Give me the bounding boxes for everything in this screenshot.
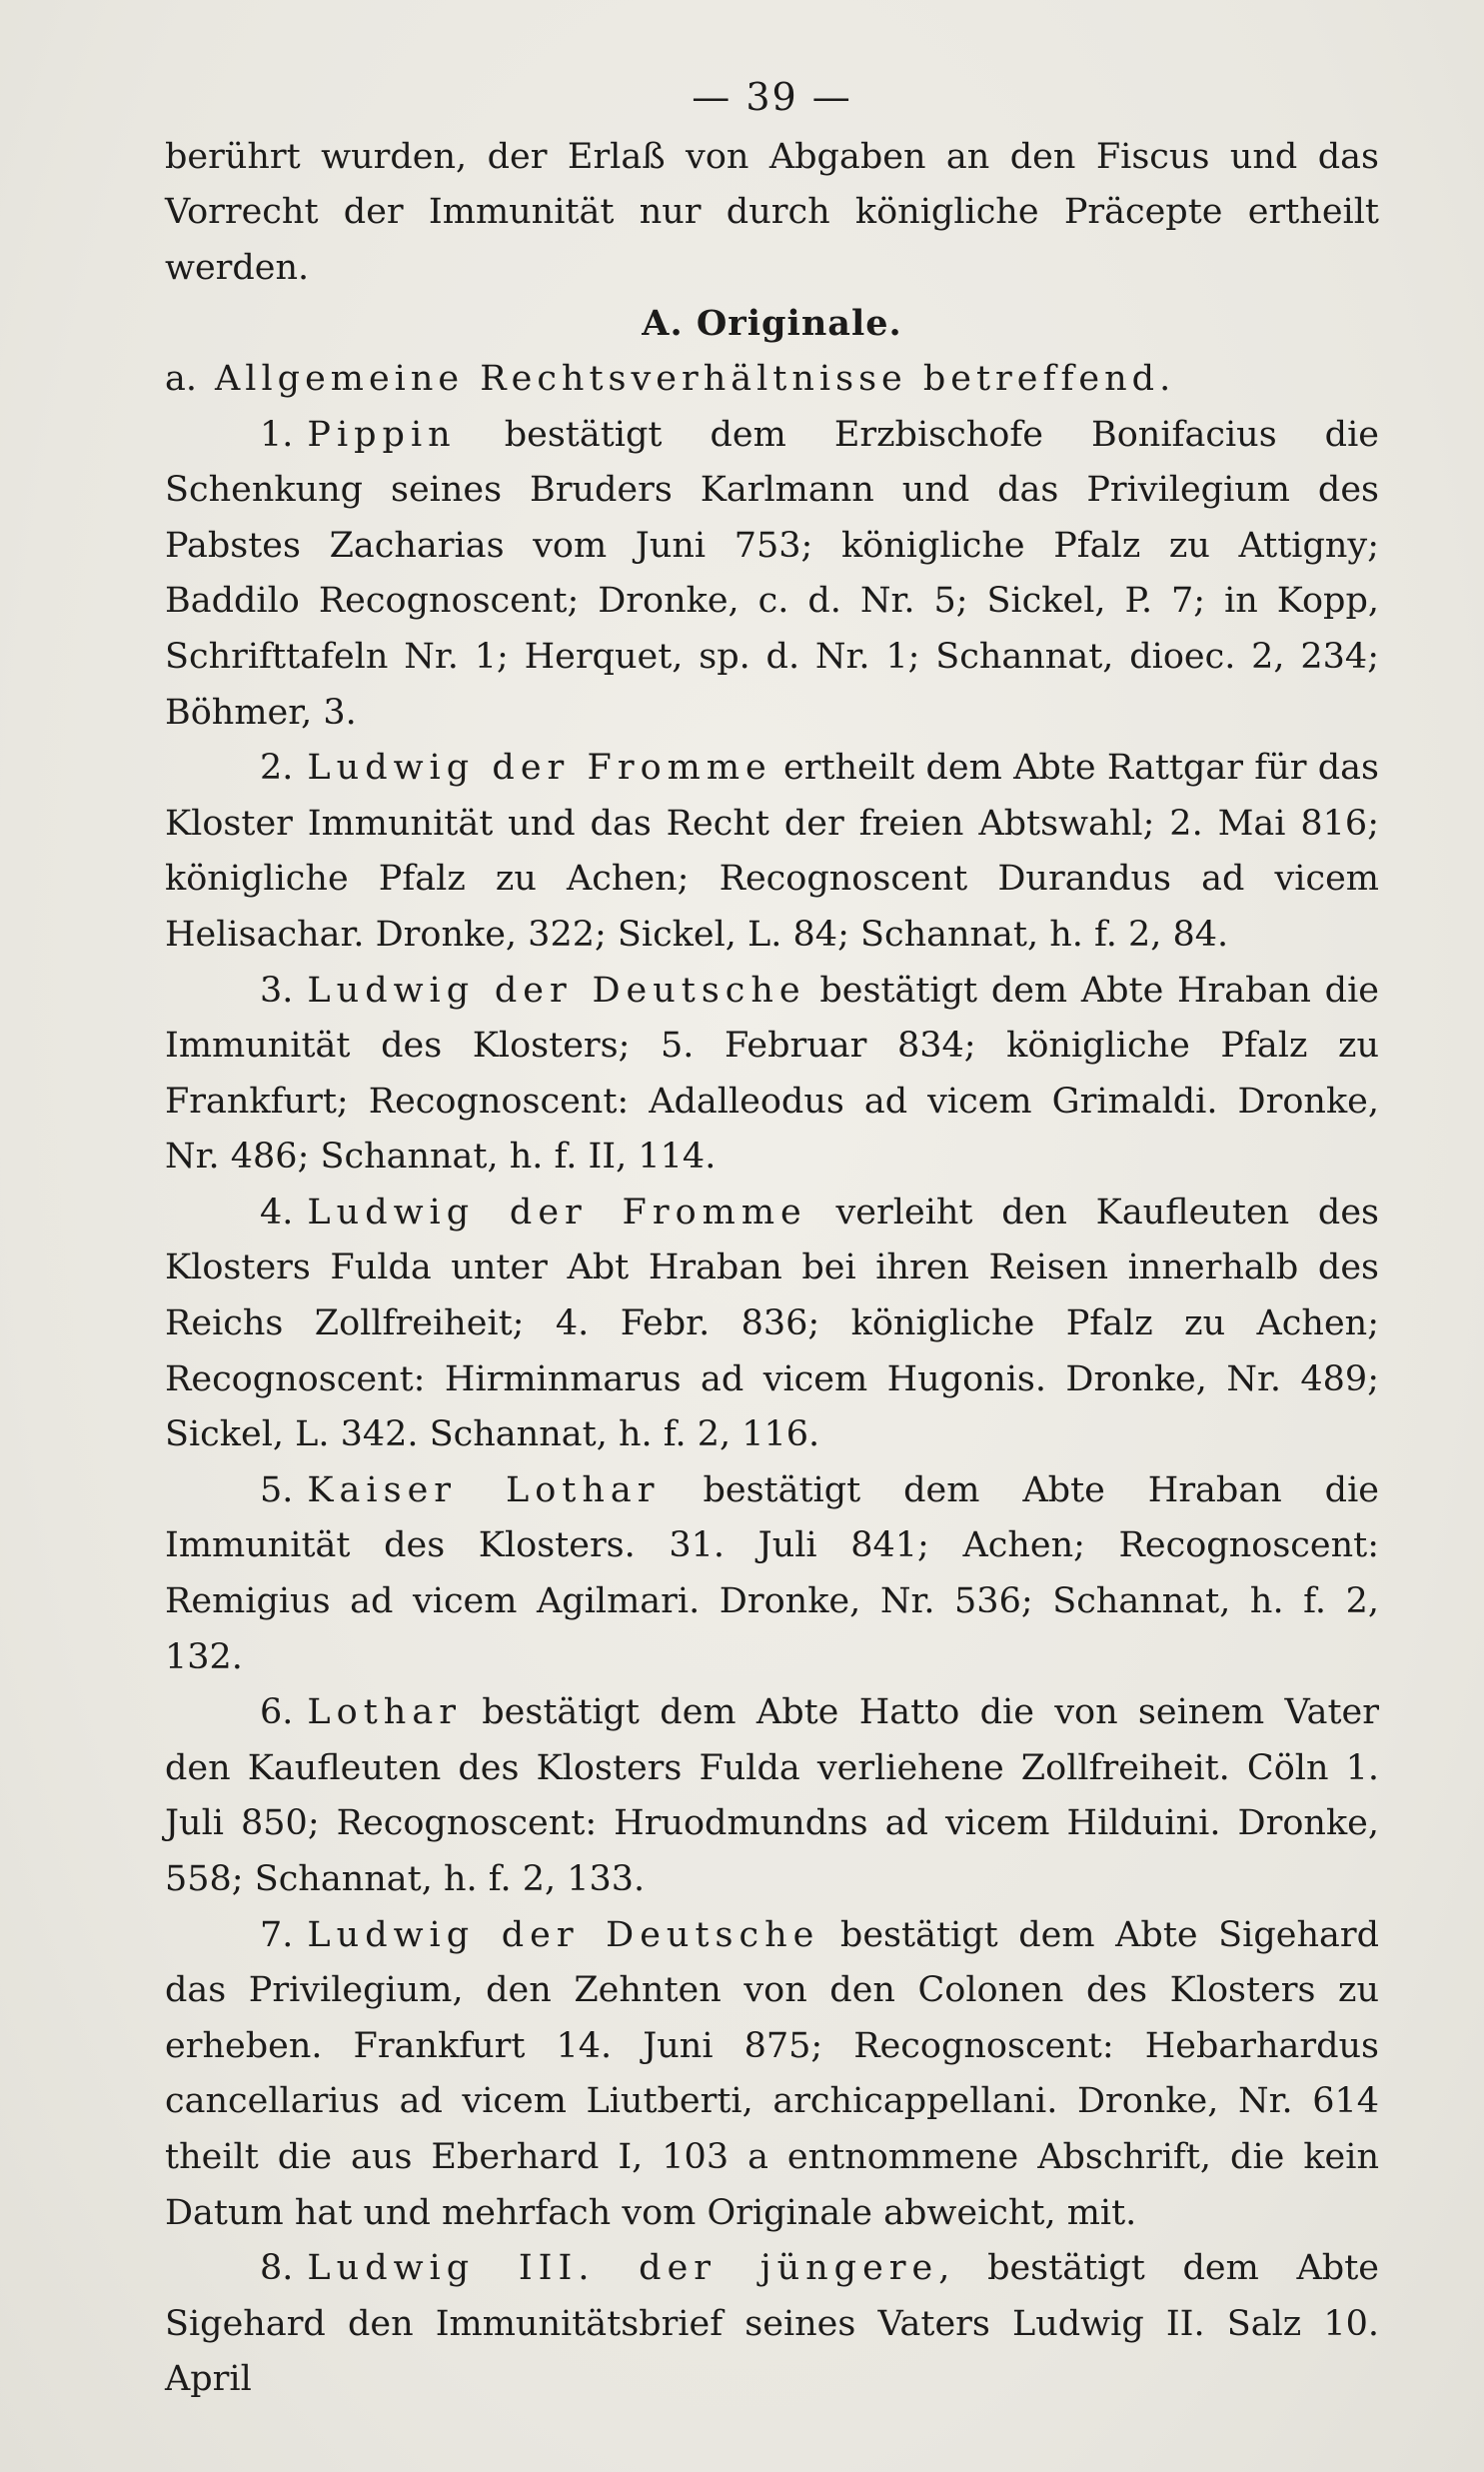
entry-text: verleiht den Kaufleuten des Klosters Fulda unter Abt Hraban bei ihren Reisen innerhalb des Reichs Zollfreiheit; 4. Febr. 836; königliche Pfalz zu Achen; Recognoscent: Hirminmarus ad vicem Hugonis. Dronke, Nr. 489; Sickel, L. 342. Schannat, h. f. 2, 116. (165, 1192, 1380, 1455)
entry-8 (165, 2241, 1379, 2408)
entry-5 (165, 1463, 1379, 1685)
subsection-title: Allgemeine Rechtsverhältnisse betreffend. (215, 358, 1176, 399)
entry-text: ertheilt dem Abte Rattgar für das Kloster Immunität und das Recht der freien Abtswahl; 2. Mai 816; königliche Pfalz zu Achen; Recognoscent Durandus ad vicem Helisachar. Dronke, 322; Sickel, L. 84; Schannat, h. f. 2, 84. (165, 748, 1379, 955)
entry-number: 7. (260, 1914, 294, 1955)
entry-text: bestätigt dem Erzbischofe Bonifacius die Schenkung seines Bruders Karlmann und das Privilegium des Pabstes Zacharias vom Juni 753; königliche Pfalz zu Attigny; Baddilo Recognoscent; Dronke, c. d. Nr. 5; Sickel, P. 7; in Kopp, Schrifttafeln Nr. 1; Herquet, sp. d. Nr. 1; Schannat, dioec. 2, 234; Böhmer, 3. (165, 414, 1379, 733)
subsection-label: a. (165, 358, 197, 399)
entry-number: 5. (260, 1469, 294, 1510)
entry-name: Ludwig der Fromme (307, 748, 772, 789)
intro-paragraph: berührt wurden, der Erlaß von Abgaben an den Fiscus und das Vorrecht der Immunität nur durch königliche Präcepte ertheilt werden. (165, 136, 1379, 288)
entry-name: Ludwig der Deutsche (307, 970, 806, 1011)
entry-name: Ludwig III. der jüngere (307, 2248, 939, 2289)
entry-number: 3. (260, 970, 294, 1011)
subsection-heading (165, 352, 1379, 408)
entry-2 (165, 741, 1379, 963)
entry-name: Kaiser Lothar (307, 1469, 661, 1510)
page-text (165, 70, 1379, 2408)
entry-6 (165, 1685, 1379, 1907)
entry-number: 4. (260, 1192, 294, 1233)
section-title: A. Originale. (642, 303, 902, 345)
entry-text: bestätigt dem Abte Hatto die von seinem Vater den Kaufleuten des Klosters Fulda verliehene Zollfreiheit. Cöln 1. Juli 850; Recognoscent: Hruodmundns ad vicem Hilduini. Dronke, 558; Schannat, h. f. 2, 133. (165, 1692, 1379, 1899)
entry-name: Ludwig der Fromme (307, 1192, 807, 1233)
entry-text: bestätigt dem Abte Sigehard das Privilegium, den Zehnten von den Colonen des Klosters zu erheben. Frankfurt 14. Juni 875; Recognoscent: Hebarhardus cancellarius ad vicem Liutberti, archicappellani. Dronke, Nr. 614 theilt die aus Eberhard I, 103 a entnommene Abschrift, die kein Datum hat und mehrfach vom Originale abweicht, mit. (165, 1914, 1379, 2233)
entry-number: 2. (260, 748, 294, 789)
entry-1 (165, 408, 1379, 742)
entry-text: bestätigt dem Abte Hraban die Immunität des Klosters; 5. Februar 834; königliche Pfalz zu Frankfurt; Recognoscent: Adalleodus ad vicem Grimaldi. Dronke, Nr. 486; Schannat, h. f. II, 114. (165, 970, 1379, 1178)
entry-name: Pippin (307, 414, 457, 455)
entry-text: , bestätigt dem Abte Sigehard den Immunitätsbrief seines Vaters Ludwig II. Salz 10. April (165, 2248, 1379, 2400)
entry-number: 1. (260, 414, 294, 455)
entry-number: 8. (260, 2248, 294, 2289)
entry-4 (165, 1186, 1379, 1463)
entry-3 (165, 964, 1379, 1186)
entry-number: 6. (260, 1692, 294, 1733)
entry-name: Ludwig der Deutsche (307, 1914, 820, 1955)
entry-7 (165, 1908, 1379, 2242)
page-number: — 39 — (692, 75, 852, 119)
entry-text: bestätigt dem Abte Hraban die Immunität des Klosters. 31. Juli 841; Achen; Recognoscent: Remigius ad vicem Agilmari. Dronke, Nr. 536; Schannat, h. f. 2, 132. (165, 1469, 1379, 1677)
entry-name: Lothar (307, 1692, 462, 1733)
